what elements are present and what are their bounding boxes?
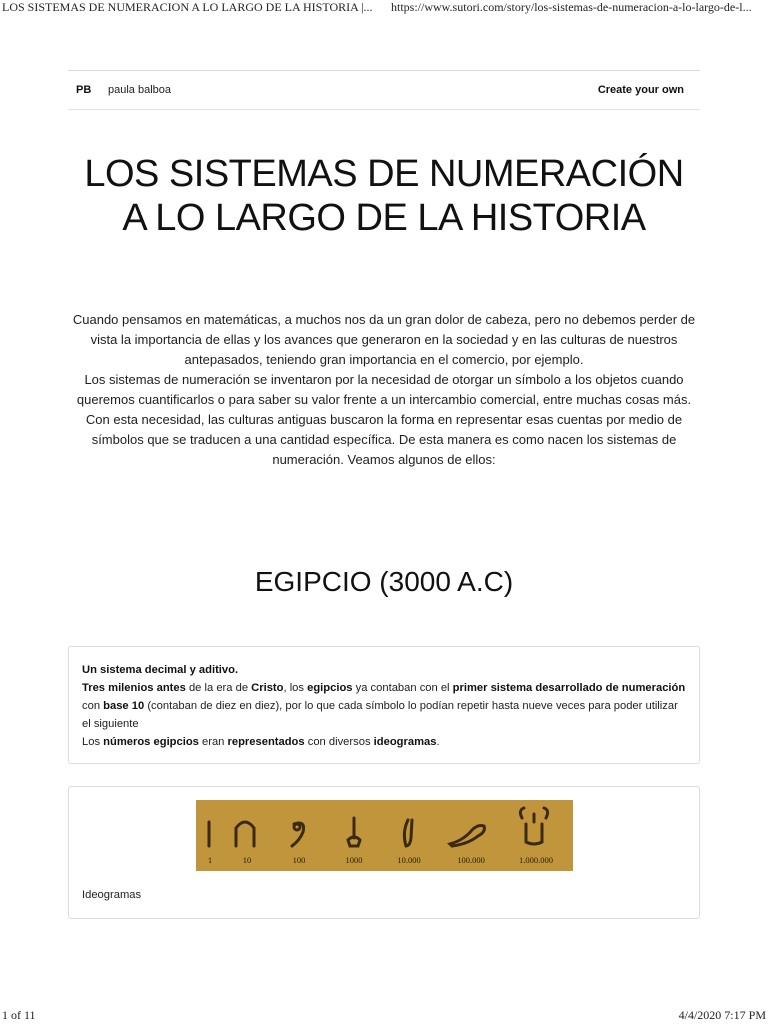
card-line-2 xyxy=(82,679,686,733)
ideogram-label: 10.000 xyxy=(397,855,421,865)
body-text: (contaban de diez en diez), por lo que cada símbolo lo podían repetir hasta nueve veces para poder utilizar el siguiente xyxy=(82,700,678,730)
print-header xyxy=(0,0,768,18)
body-text: , los xyxy=(283,682,308,694)
body-text: eran xyxy=(198,736,228,748)
body-text: ya contaban con el xyxy=(352,682,453,694)
ideogram-label: 1000 xyxy=(345,855,363,865)
intro-paragraph-2: Los sistemas de numeración se inventaron por la necesidad de otorgar un símbolo a los objetos cuando queremos cuantificarlos o para saber su valor frente a un intercambio comercial, entre muchas cosas más. Con esta necesidad, las culturas antiguas buscaron la forma en representar esas cuentas por medio de símbolos que se traducen a una cantidad específica. De esta manera es como nacen los sistemas de numeración. Veamos algunos de ellos: xyxy=(76,372,692,467)
body-text: de la era de xyxy=(185,682,252,694)
story-title: LOS SISTEMAS DE NUMERACIÓN A LO LARGO DE LA HISTORIA xyxy=(84,153,684,239)
ideogram-label: 1.000.000 xyxy=(519,855,553,865)
card-line-1 xyxy=(82,661,686,679)
author-name-link[interactable]: paula balboa xyxy=(108,84,172,96)
body-text: . xyxy=(436,736,440,748)
emphasis-text: Cristo xyxy=(251,682,284,694)
emphasis-text: base 10 xyxy=(103,700,145,712)
intro-paragraph-1: Cuando pensamos en matemáticas, a muchos nos da un gran dolor de cabeza, pero no debemos perder de vista la importancia de ellas y los avances que generaron en la sociedad y en las culturas de nuestros antepasados, teniendo gran importancia en el comercio, por ejemplo. xyxy=(72,312,696,367)
egyptian-ideograms-image[interactable] xyxy=(196,800,573,871)
emphasis-text: primer sistema desarrollado de numeración xyxy=(452,682,686,694)
page-counter: 1 of 11 xyxy=(2,1008,36,1022)
section-title-egipcio: EGIPCIO (3000 A.C) xyxy=(254,566,514,597)
body-text: con xyxy=(82,700,104,712)
ideogram-label: 100.000 xyxy=(457,855,485,865)
emphasis-text: egipcios xyxy=(307,682,353,694)
text-card xyxy=(68,646,700,764)
emphasis-text: representados xyxy=(227,736,305,748)
print-header-title: LOS SISTEMAS DE NUMERACION A LO LARGO DE LA HISTORIA |... xyxy=(2,0,373,14)
card-line-1-bold: Un sistema decimal y aditivo. xyxy=(82,664,239,676)
print-datetime: 4/4/2020 7:17 PM xyxy=(678,1008,766,1022)
print-header-url: https://www.sutori.com/story/los-sistemas-de-numeracion-a-lo-largo-de-l... xyxy=(391,0,752,14)
author-initials-avatar[interactable]: PB xyxy=(76,84,92,96)
print-footer xyxy=(0,1008,768,1024)
card-line-3 xyxy=(82,733,686,751)
body-text: Los xyxy=(82,736,104,748)
emphasis-text: ideogramas xyxy=(373,736,437,748)
create-your-own-link[interactable]: Create your own xyxy=(597,84,684,96)
story-intro xyxy=(68,310,700,470)
ideograms-svg xyxy=(196,800,573,871)
emphasis-text: Tres milenios antes xyxy=(82,682,186,694)
ideogram-label: 100 xyxy=(292,855,306,865)
ideogram-label: 10 xyxy=(242,855,252,865)
author-bar xyxy=(68,70,700,110)
emphasis-text: números egipcios xyxy=(103,736,199,748)
ideogram-label: 1 xyxy=(207,855,213,865)
image-card xyxy=(68,786,700,919)
image-caption: Ideogramas xyxy=(82,889,142,901)
body-text: con diversos xyxy=(304,736,374,748)
